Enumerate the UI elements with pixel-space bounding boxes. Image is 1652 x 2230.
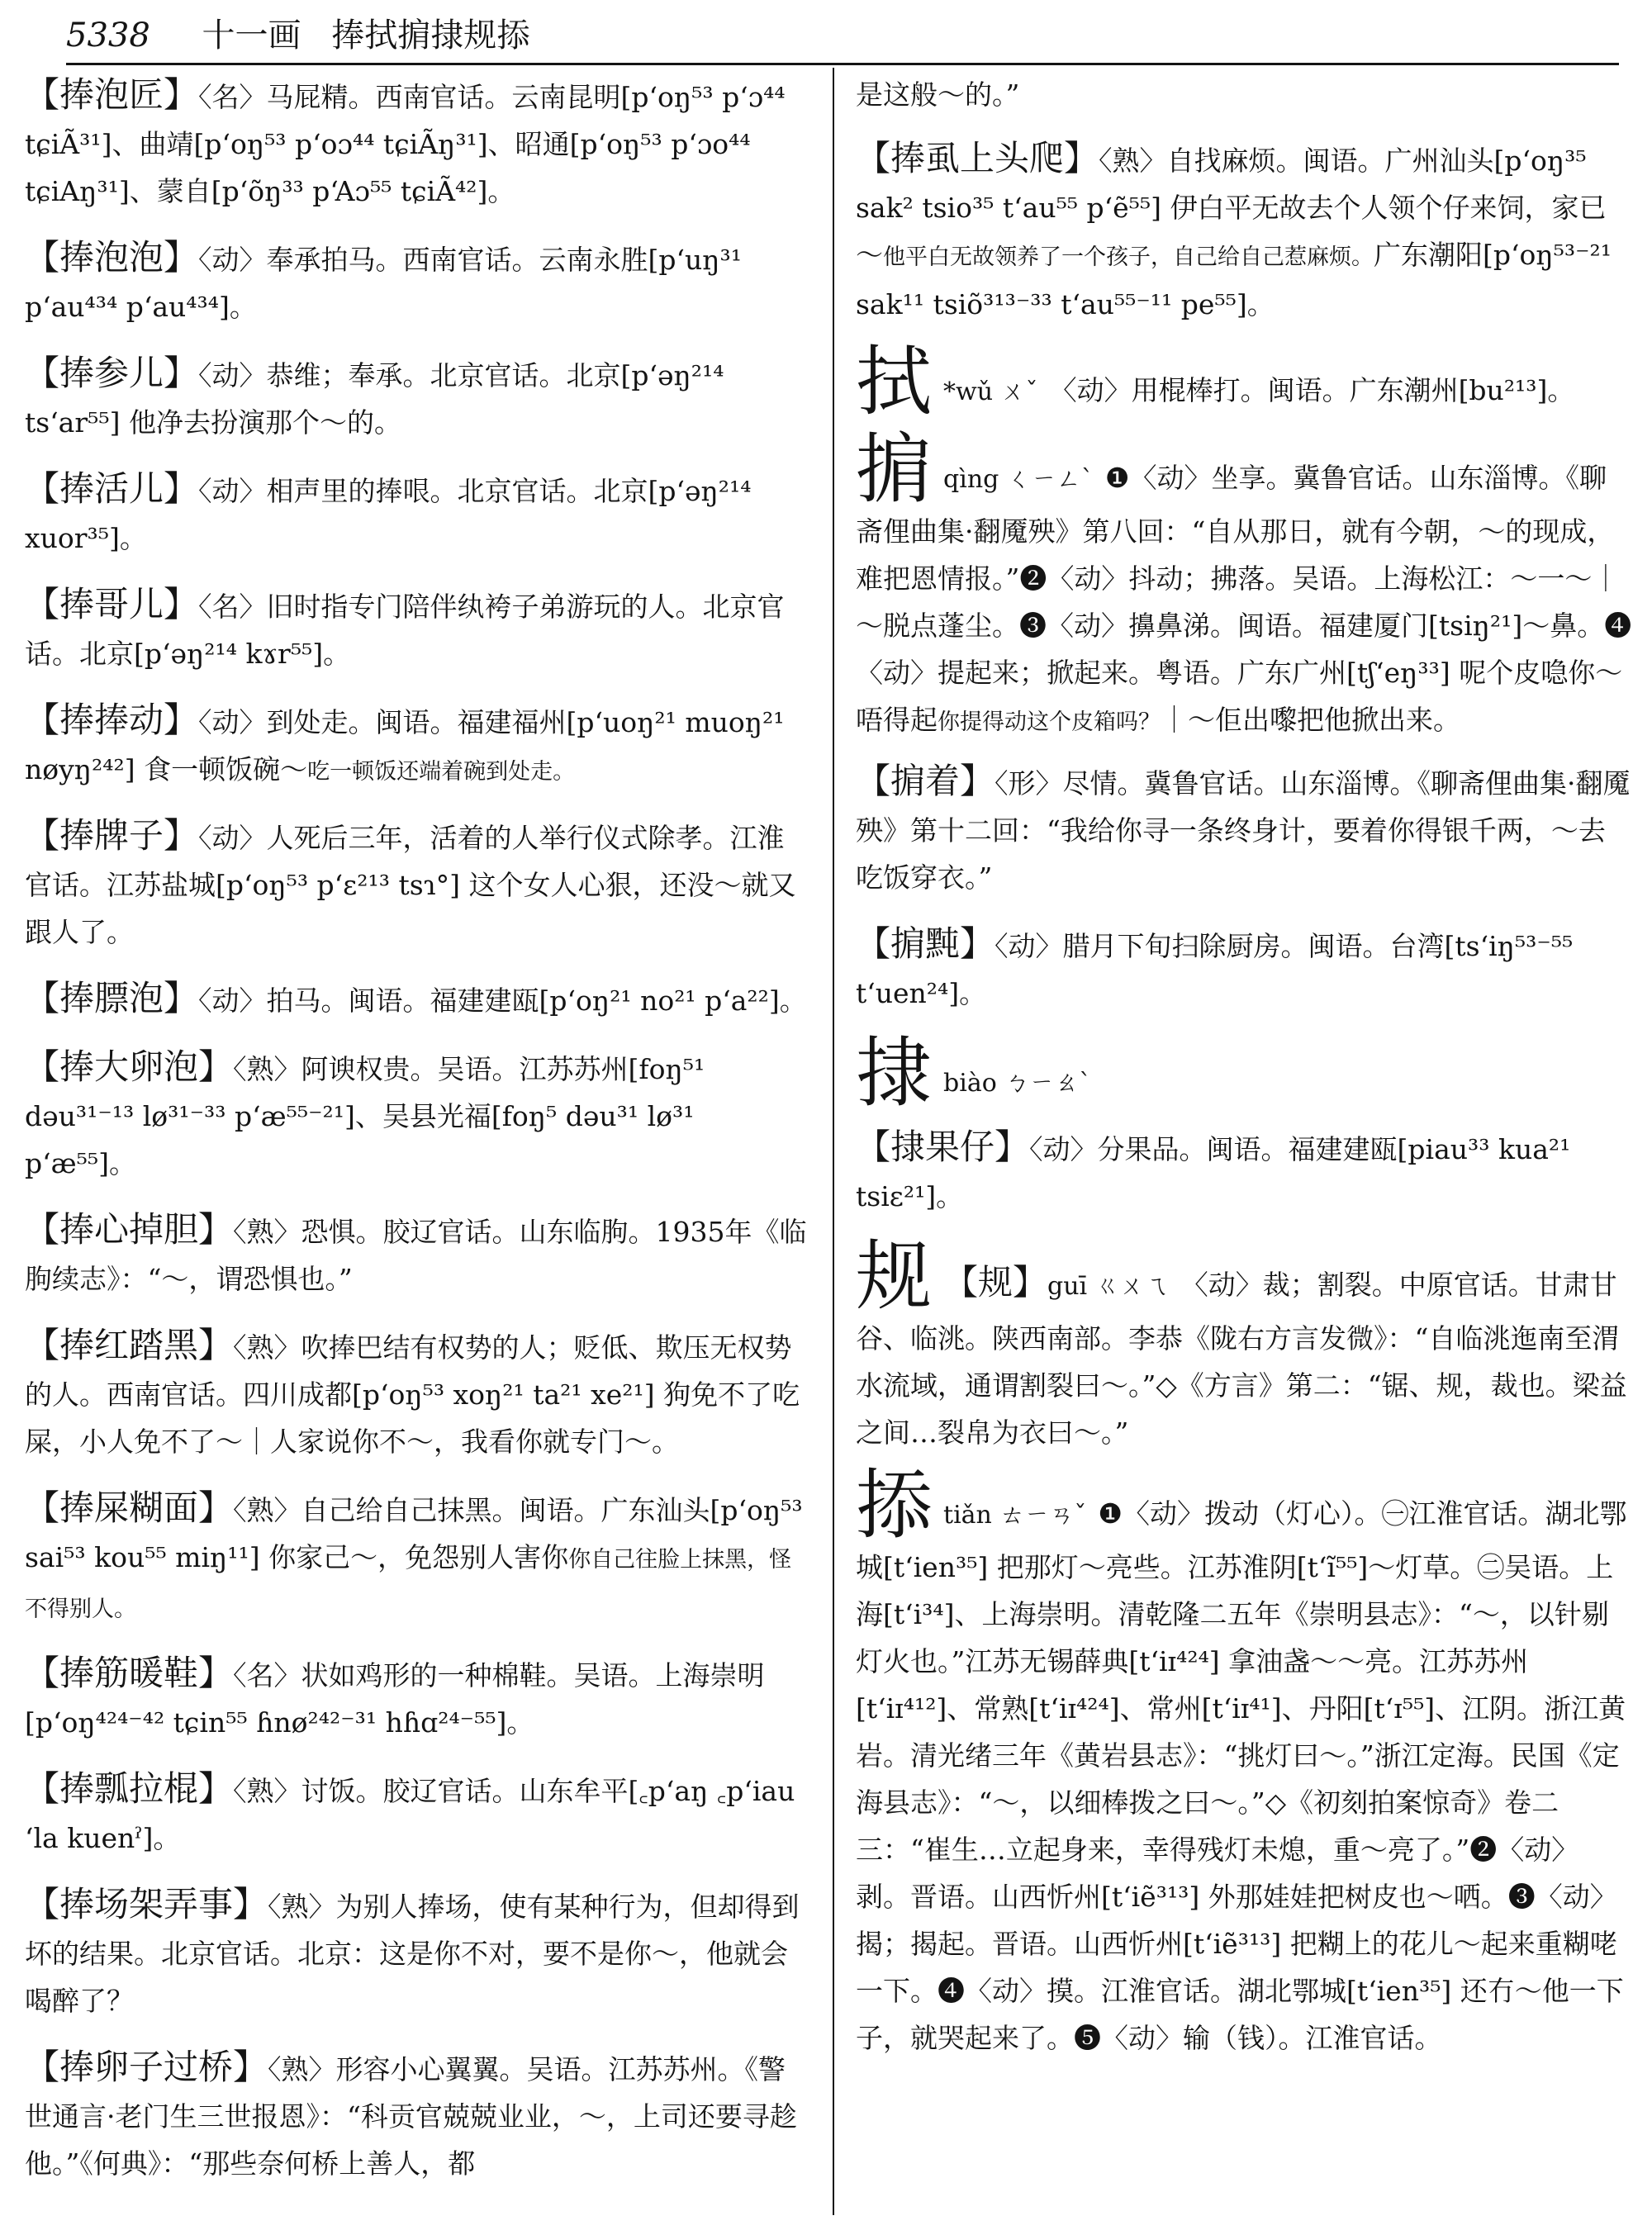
- dictionary-entry: [856, 757, 1632, 904]
- dictionary-entry: [25, 581, 809, 680]
- entry-body: 〈动〉人死后三年，活着的人举行仪式除孝。江淮官话。江苏盐城[pʻoŋ⁵³ pʻɛ²¹³ tsɿ°] 这个女人心狠，还没～就又跟人了。: [25, 822, 796, 948]
- entry-body: 〈动〉裁；割裂。中原官话。甘肃甘谷、临洮。陕西南部。李恭《陇右方言发微》：“自临洮迤南至渭水流域，通谓割裂曰～。”◇《方言》第二：“锯、规，裁也。梁益之间…裂帛为衣曰～。”: [856, 1269, 1627, 1449]
- dictionary-entry: [25, 1484, 809, 1633]
- headword: 【捧场架弄事】: [25, 1884, 268, 1924]
- headword: 【捧牌子】: [25, 815, 199, 856]
- entry-body: 〈动〉奉承拍马。西南官话。云南永胜[pʻuŋ³¹ pʻau⁴³⁴ pʻau⁴³⁴]。: [25, 244, 742, 323]
- entry-body: 〈名〉状如鸡形的一种棉鞋。吴语。上海崇明[pʻoŋ⁴²⁴⁻⁴² tɕin⁵⁵ ɦnø²⁴²⁻³¹ hɦɑ²⁴⁻⁵⁵]。: [25, 1659, 765, 1739]
- headword-char: 掭: [856, 1461, 933, 1549]
- entry-body: 是这般～的。”: [856, 78, 1020, 111]
- dictionary-entry: [25, 1881, 809, 2027]
- dictionary-entry: [25, 812, 809, 958]
- headword-variant: 【规】: [943, 1262, 1048, 1302]
- dictionary-entry: [25, 1765, 809, 1864]
- entry-body: 〈熟〉吹捧巴结有权势的人；贬低、欺压无权势的人。西南官话。四川成都[pʻoŋ⁵³ xoŋ²¹ ta²¹ xe²¹] 狗免不了吃屎，小人免不了～｜人家说你不～，我看你就专门～。: [25, 1331, 800, 1458]
- column-divider: [833, 68, 834, 2215]
- character-entry-biao: [856, 1029, 1632, 1117]
- headword: 【捧虱上头爬】: [856, 138, 1099, 178]
- headword: 【掮着】: [856, 761, 995, 801]
- page-header: [66, 10, 1619, 61]
- entry-body: 〈动〉相声里的捧哏。北京官话。北京[pʻəŋ²¹⁴ xuor³⁵]。: [25, 475, 752, 554]
- headword: 【捧膘泡】: [25, 978, 199, 1018]
- dictionary-entry: [25, 2043, 809, 2190]
- entry-body: 〈动〉腊月下旬扫除厨房。闽语。台湾[tsʻiŋ⁵³⁻⁵⁵ tʻuen²⁴]。: [856, 930, 1574, 1009]
- entry-body: 〈动〉恭维；奉承。北京官话。北京[pʻəŋ²¹⁴ tsʻar⁵⁵] 他净去扮演那个～的。: [25, 359, 724, 439]
- left-column: [25, 71, 809, 2218]
- section-title: 十一画: [202, 17, 301, 55]
- entry-body-tail: 广东潮阳[pʻoŋ⁵³⁻²¹ sak¹¹ tsiõ³¹³⁻³³ tʻau⁵⁵⁻¹¹ pe⁵⁵]。: [856, 239, 1612, 320]
- headword: 【捧卵子过桥】: [25, 2047, 268, 2087]
- character-entry-tian: [856, 1461, 1632, 2062]
- headword-char: 拭: [856, 338, 933, 426]
- entry-body: 〈动〉用棍棒打。闽语。广东潮州[bu²¹³]。: [1049, 374, 1575, 406]
- header-chars: 捧拭掮捸规掭: [331, 17, 530, 55]
- dictionary-entry: [25, 1649, 809, 1748]
- entry-body: 〈动〉到处走。闽语。福建福州[pʻuoŋ²¹ muoŋ²¹ nøyŋ²⁴²] 食一顿饭碗～: [25, 706, 785, 785]
- headword-char: 规: [856, 1232, 933, 1321]
- headword: 【捧泡匠】: [25, 74, 199, 115]
- gloss-note: 你自己往脸上抹黑，怪不得别人。: [25, 1547, 792, 1622]
- right-column: [856, 71, 1632, 2218]
- headword: 【捸果仔】: [856, 1127, 1030, 1167]
- gloss-note: 吃一顿饭还端着碗到处走。: [307, 759, 576, 785]
- headword: 【捧红踏黑】: [25, 1325, 234, 1365]
- page-number: 5338: [66, 17, 150, 55]
- pinyin: *wǔ ㄨˇ: [943, 377, 1038, 406]
- entry-body: 〈动〉分果品。闽语。福建建瓯[piau³³ kua²¹ tsiɛ²¹]。: [856, 1133, 1571, 1212]
- entry-body: 〈熟〉形容小心翼翼。吴语。江苏苏州。《警世通言·老门生三世报恩》：“科贡官兢兢业业，～，上司还要寻趁他。”《何典》：“那些奈何桥上善人，都: [25, 2053, 797, 2180]
- character-entry-qing: [856, 425, 1632, 746]
- entry-body: 〈熟〉自找麻烦。闽语。广州汕头[pʻoŋ³⁵ sak² tsio³⁵ tʻau⁵⁵ pʻẽ⁵⁵] 伊白平无故去个人领个仔来饲，家已～: [856, 145, 1607, 271]
- entry-body: 〈动〉拍马。闽语。福建建瓯[pʻoŋ²¹ no²¹ pʻa²²]。: [198, 985, 807, 1017]
- dictionary-entry: [856, 135, 1632, 328]
- gloss-note: 你提得动这个皮箱吗？: [938, 709, 1161, 735]
- pinyin: guī ㄍㄨㄟ: [1047, 1272, 1170, 1301]
- entry-body: 〈名〉马屁精。西南官话。云南昆明[pʻoŋ⁵³ pʻɔ⁴⁴ tɕiÃ³¹]、曲靖[pʻoŋ⁵³ pʻoɔ⁴⁴ tɕiÃŋ³¹]、昭通[pʻoŋ⁵³ pʻɔo⁴⁴ tɕiAŋ³¹]、蒙自[pʻõŋ³³ pʻAɔ⁵⁵ tɕiÃ⁴²]。: [25, 81, 786, 207]
- dictionary-entry: [25, 1206, 809, 1305]
- headword: 【捧心掉胆】: [25, 1209, 234, 1250]
- dictionary-entry: [25, 71, 809, 217]
- entry-body-tail: ｜～佢出嚟把他掀出来。: [1161, 704, 1460, 736]
- entry-body: ❶〈动〉坐享。冀鲁官话。山东淄博。《聊斋俚曲集·翻魇殃》第八回：“自从那日，就有今朝，～的现成，难把恩情报。”❷〈动〉抖动；拂落。吴语。上海松江：～一～｜～脱点蓬尘。❸〈动〉擤鼻涕。闽语。福建厦门[tsiŋ²¹]～鼻。❹〈动〉提起来；掀起来。粤语。广东广州[tʃʻeŋ³³] 呢个皮喼你～唔得起: [856, 462, 1632, 736]
- dictionary-entry: [856, 1123, 1632, 1222]
- entry-body: 〈熟〉自己给自己抹黑。闽语。广东汕头[pʻoŋ⁵³ sai⁵³ kou⁵⁵ miŋ¹¹] 你家己～，免怨别人害你: [25, 1494, 803, 1573]
- entry-body: 〈形〉尽情。冀鲁官话。山东淄博。《聊斋俚曲集·翻魇殃》第十二回：“我给你寻一条终身计，要着你得银千两，～去吃饭穿衣。”: [856, 767, 1631, 894]
- headword: 【捧大卵泡】: [25, 1046, 234, 1087]
- headword: 【掮黗】: [856, 923, 995, 964]
- dictionary-entry: [25, 696, 809, 795]
- headword: 【捧哥儿】: [25, 584, 199, 624]
- pinyin: tiǎn ㄊㄧㄢˇ: [943, 1501, 1087, 1530]
- dictionary-entry: [25, 975, 809, 1027]
- entry-body: 〈熟〉为别人捧场，使有某种行为，但却得到坏的结果。北京官话。北京：这是你不对，要不是你～，他就会喝醉了？: [25, 1891, 800, 2017]
- headword-char: 掮: [856, 425, 933, 514]
- dictionary-entry: [856, 920, 1632, 1019]
- continued-entry: [856, 71, 1632, 118]
- character-entry-wu: [856, 338, 1632, 426]
- headword-char: 捸: [856, 1029, 933, 1117]
- headword: 【捧捧动】: [25, 700, 199, 740]
- header-rule: [66, 63, 1619, 65]
- pinyin: biào ㄅㄧㄠˋ: [943, 1069, 1092, 1098]
- gloss-note: 他平白无故领养了一个孩子，自己给自己惹麻烦。: [883, 244, 1374, 270]
- dictionary-entry: [25, 234, 809, 333]
- headword: 【捧泡泡】: [25, 237, 199, 278]
- dictionary-entry: [25, 465, 809, 564]
- headword: 【捧屎糊面】: [25, 1487, 234, 1528]
- headword: 【捧筋暖鞋】: [25, 1653, 234, 1693]
- dictionary-entry: [25, 1321, 809, 1468]
- entry-body: 〈名〉旧时指专门陪伴纨袴子弟游玩的人。北京官话。北京[pʻəŋ²¹⁴ kɤr⁵⁵]。: [25, 591, 785, 670]
- entry-body: 〈熟〉讨饭。胶辽官话。山东牟平[꜀pʻaŋ ꜀pʻiau ʻla kuenˀ]。: [25, 1775, 795, 1854]
- headword: 【捧瓢拉棍】: [25, 1768, 234, 1809]
- entry-body: 〈熟〉阿谀权贵。吴语。江苏苏州[foŋ⁵¹ dəu³¹⁻¹³ lø³¹⁻³³ pʻæ⁵⁵⁻²¹]、吴县光福[foŋ⁵ dəu³¹ lø³¹ pʻæ⁵⁵]。: [25, 1053, 705, 1179]
- dictionary-entry: [25, 1043, 809, 1189]
- entry-body: 〈熟〉恐惧。胶辽官话。山东临朐。1935年《临朐续志》：“～，谓恐惧也。”: [25, 1216, 807, 1295]
- entry-body: ❶〈动〉拨动（灯心）。㊀江淮官话。湖北鄂城[tʻien³⁵] 把那灯～亮些。江苏淮阴[tʻĩ⁵⁵]～灯草。㊁吴语。上海[tʻi³⁴]、上海崇明。清乾隆二五年《崇明县志》：“～，以针剔灯火也。”江苏无锡薛典[tʻiɪ⁴²⁴] 拿油盏～～亮。江苏苏州[tʻiɪ⁴¹²]、常熟[tʻiɪ⁴²⁴]、常州[tʻiɪ⁴¹]、丹阳[tʻɪ⁵⁵]、江阴。浙江黄岩。清光绪三年《黄岩县志》：“挑灯曰～。”浙江定海。民国《定海县志》：“～，以细棒拨之曰～。”◇《初刻拍案惊奇》卷二三：“崔生…立起身来，幸得残灯未熄，重～亮了。”❷〈动〉剥。晋语。山西忻州[tʻiẽ³¹³] 外那娃娃把树皮也～哂。❸〈动〉揭；揭起。晋语。山西忻州[tʻiẽ³¹³] 把糊上的花儿～起来重糊咾一下。❹〈动〉摸。江淮官话。湖北鄂城[tʻien³⁵] 还冇～他一下子，就哭起来了。❺〈动〉输（钱）。江淮官话。: [856, 1497, 1627, 2054]
- headword: 【捧参儿】: [25, 353, 199, 393]
- pinyin: qìng ㄑㄧㄥˋ: [943, 465, 1094, 494]
- character-entry-gui: [856, 1232, 1632, 1456]
- dictionary-entry: [25, 349, 809, 448]
- headword: 【捧活儿】: [25, 468, 199, 509]
